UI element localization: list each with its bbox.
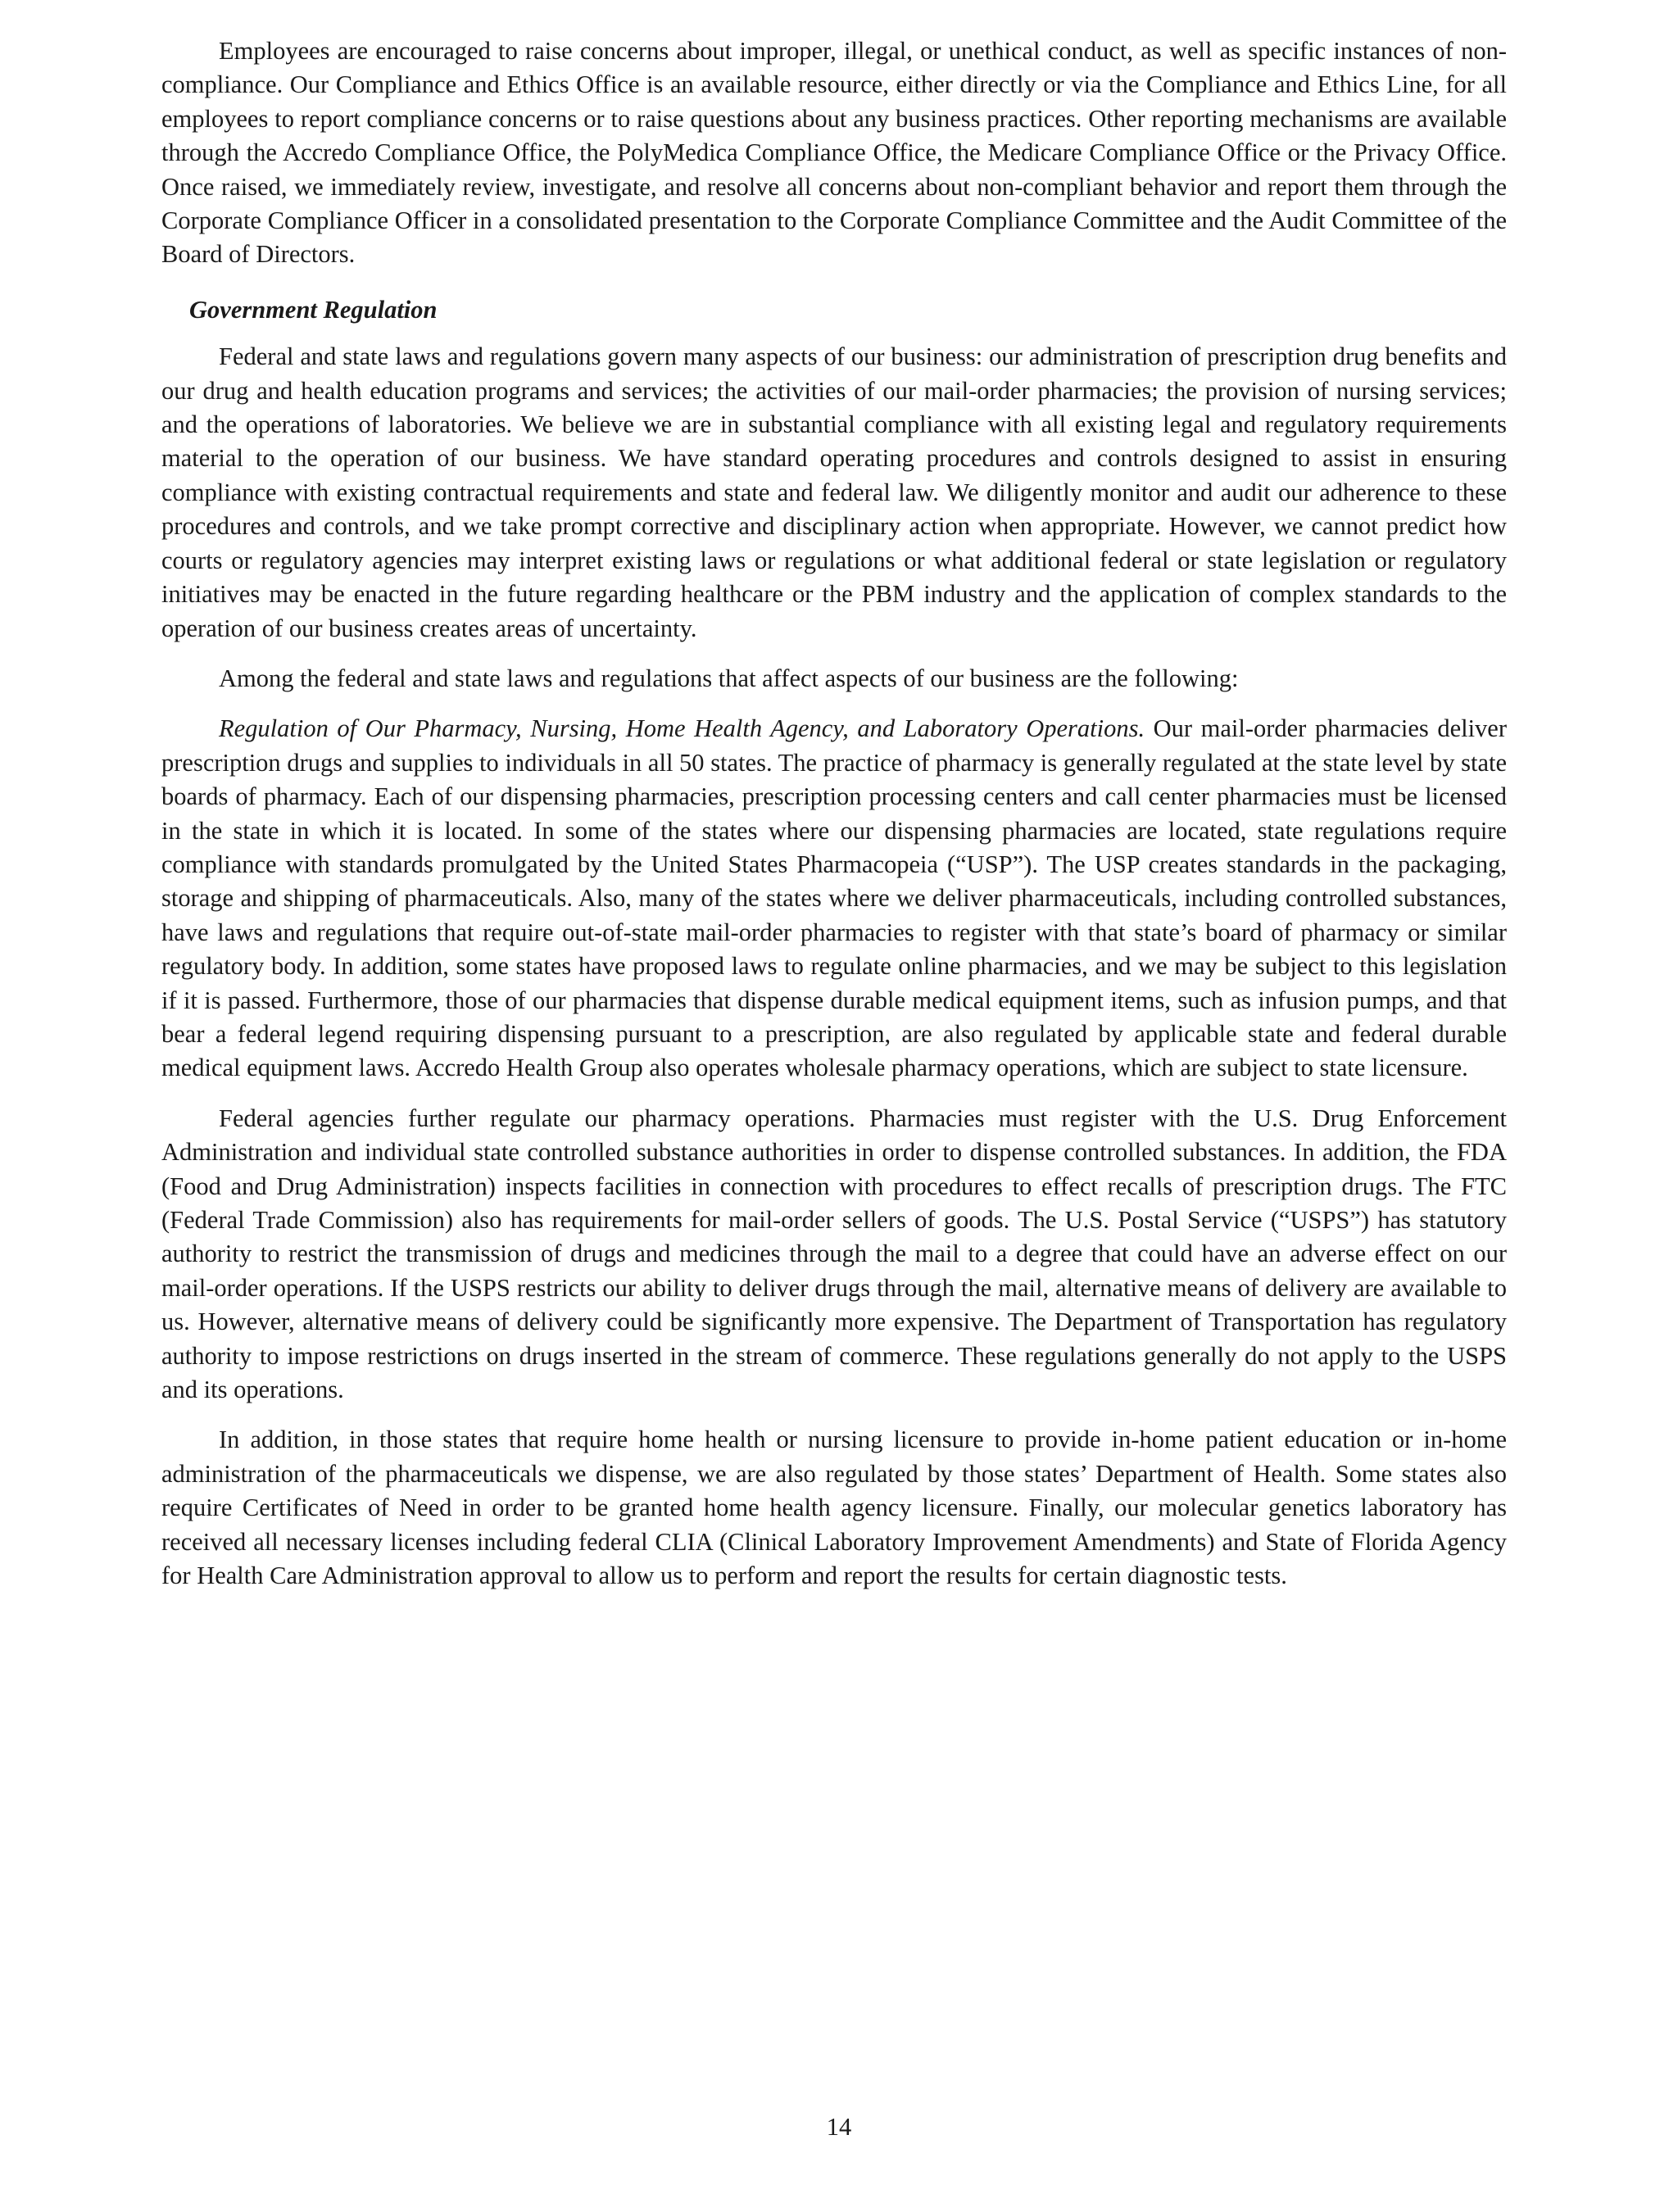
page-number: 14 — [826, 2113, 852, 2141]
document-page — [161, 34, 1507, 1609]
paragraph-compliance-reporting: Employees are encouraged to raise concerns about improper, illegal, or unethical conduct, as well as specific instances of non-compliance. Our Compliance and Ethics Office is an available resource, either directly or via the Compliance and Ethics Line, for all employees to report compliance concerns or to raise questions about any business practices. Other reporting mechanisms are available through the Accredo Compliance Office, the PolyMedica Compliance Office, the Medicare Compliance Office or the Privacy Office. Once raised, we immediately review, investigate, and resolve all concerns about non-compliant behavior and report them through the Corporate Compliance Officer in a consolidated presentation to the Corporate Compliance Committee and the Audit Committee of the Board of Directors. — [161, 37, 1507, 269]
paragraph-federal-agencies: Federal agencies further regulate our pharmacy operations. Pharmacies must register with the U.S. Drug Enforcement Administration and individual state controlled substance authorities in order to dispense controlled substances. In addition, the FDA (Food and Drug Administration) inspects facilities in connection with procedures to effect recalls of prescription drugs. The FTC (Federal Trade Commission) also has requirements for mail-order sellers of goods. The U.S. Postal Service (“USPS”) has statutory authority to restrict the transmission of drugs and medicines through the mail to a degree that could have an adverse effect on our mail-order operations. If the USPS restricts our ability to deliver drugs through the mail, alternative means of delivery are available to us. However, alternative means of delivery could be significantly more expensive. The Department of Transportation has regulatory authority to impose restrictions on drugs inserted in the stream of commerce. These regulations generally do not apply to the USPS and its operations. — [161, 1104, 1507, 1404]
paragraph-laws-list-intro: Among the federal and state laws and regulations that affect aspects of our business are the following: — [219, 664, 1239, 692]
paragraph-laws-overview: Federal and state laws and regulations govern many aspects of our business: our administration of prescription drug benefits and our drug and health education programs and services; the activities of our mail-order pharmacies; the provision of nursing services; and the operations of laboratories. We believe we are in substantial compliance with all existing legal and regulatory requirements material to the operation of our business. We have standard operating procedures and controls designed to assist in ensuring compliance with existing contractual requirements and state and federal law. We diligently monitor and audit our adherence to these procedures and controls, and we take prompt corrective and disciplinary action when appropriate. However, we cannot predict how courts or regulatory agencies may interpret existing laws or regulations or what additional federal or state legislation or regulatory initiatives may be enacted in the future regarding healthcare or the PBM industry and the application of complex standards to the operation of our business creates areas of uncertainty. — [161, 342, 1507, 642]
section-heading-government-regulation: Government Regulation — [189, 295, 438, 324]
pharmacy-regulation-lead-in: Regulation of Our Pharmacy, Nursing, Home Health Agency, and Laboratory Operations. — [219, 714, 1145, 743]
paragraph-home-health-licensure: In addition, in those states that require home health or nursing licensure to provide in-home patient education or in-home administration of the pharmaceuticals we dispense, we are also regulated by those states’ Department of Health. Some states also require Certificates of Need in order to be granted home health agency licensure. Finally, our molecular genetics laboratory has received all necessary licenses including federal CLIA (Clinical Laboratory Improvement Amendments) and State of Florida Agency for Health Care Administration approval to allow us to perform and report the results for certain diagnostic tests. — [161, 1426, 1507, 1590]
paragraph-pharmacy-regulation — [161, 712, 1507, 1085]
pharmacy-regulation-body: Our mail-order pharmacies deliver prescription drugs and supplies to individuals in all 50 states. The practice of pharmacy is generally regulated at the state level by state boards of pharmacy. Each of our dispensing pharmacies, prescription processing centers and call center pharmacies must be licensed in the state in which it is located. In some of the states where our dispensing pharmacies are located, state regulations require compliance with standards promulgated by the United States Pharmacopeia (“USP”). The USP creates standards in the packaging, storage and shipping of pharmaceuticals. Also, many of the states where we deliver pharmaceuticals, including controlled substances, have laws and regulations that require out-of-state mail-order pharmacies to register with that state’s board of pharmacy or similar regulatory body. In addition, some states have proposed laws to regulate online pharmacies, and we may be subject to this legislation if it is passed. Furthermore, those of our pharmacies that dispense durable medical equipment items, such as infusion pumps, and that bear a federal legend requiring dispensing pursuant to a prescription, are also regulated by applicable state and federal durable medical equipment laws. Accredo Health Group also operates wholesale pharmacy operations, which are subject to state licensure. — [161, 714, 1508, 1082]
